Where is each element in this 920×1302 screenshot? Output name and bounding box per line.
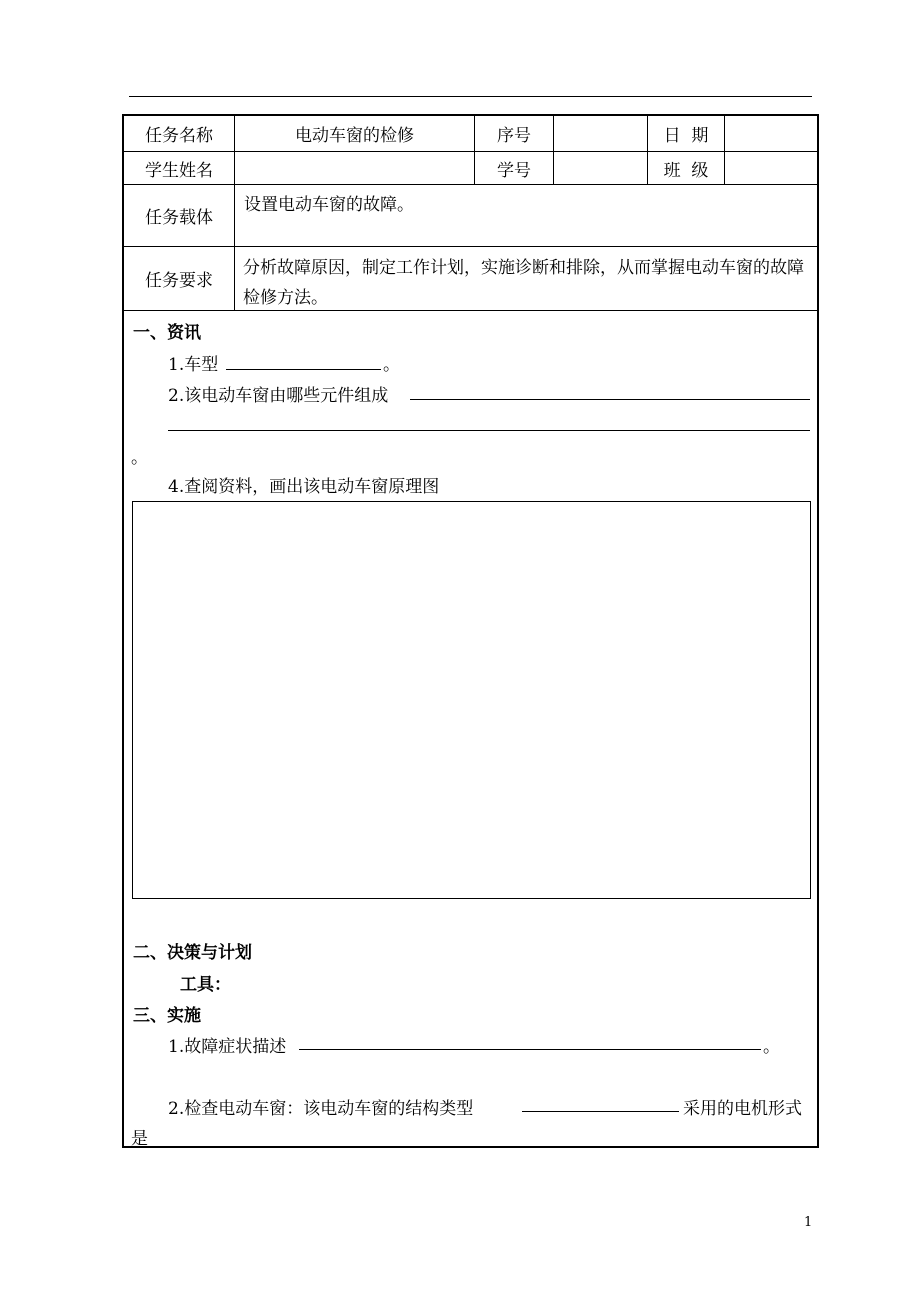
page-number: 1 (804, 1215, 813, 1230)
q2-end-mark: 。 (131, 448, 148, 468)
task-name-value: 电动车窗的检修 (295, 126, 414, 146)
section1-title: 一、资讯 (133, 323, 201, 343)
section2-title: 二、决策与计划 (133, 943, 252, 963)
inspection-label: 2.检查电动车窗：该电动车窗的结构类型 (168, 1099, 474, 1119)
q1-label: 1.车型 (168, 355, 219, 375)
student-name-label: 学生姓名 (145, 160, 213, 181)
requirement-label: 任务要求 (145, 271, 213, 291)
structure-type-blank[interactable] (522, 1111, 679, 1112)
class-label: 班 级 (663, 160, 709, 181)
q1-suffix: 。 (383, 355, 400, 375)
components-blank-line1[interactable] (410, 399, 810, 400)
symptom-blank[interactable] (299, 1049, 761, 1050)
student-id-field[interactable] (554, 152, 647, 184)
date-label: 日 期 (663, 126, 709, 146)
symptom-label: 1.故障症状描述 (168, 1037, 287, 1057)
header-rule (129, 96, 812, 97)
tools-label: 工具： (180, 975, 231, 995)
task-name-label: 任务名称 (145, 126, 213, 146)
q2-label: 2.该电动车窗由哪些元件组成 (168, 386, 389, 406)
carrier-text: 设置电动车窗的故障。 (244, 195, 414, 215)
student-id-label: 学号 (497, 160, 531, 181)
motor-type-continuation: 是 (131, 1129, 148, 1149)
symptom-suffix: 。 (763, 1037, 780, 1057)
carrier-label: 任务载体 (145, 208, 213, 228)
student-name-field[interactable] (235, 152, 474, 184)
components-blank-line2[interactable] (168, 430, 810, 431)
schematic-drawing-area[interactable] (132, 501, 811, 899)
seq-label: 序号 (497, 126, 531, 146)
seq-field[interactable] (554, 116, 647, 151)
q4-label: 4.查阅资料，画出该电动车窗原理图 (168, 477, 440, 497)
requirement-text: 分析故障原因，制定工作计划，实施诊断和排除，从而掌握电动车窗的故障检修方法。 (243, 258, 804, 308)
class-field[interactable] (725, 152, 817, 184)
date-field[interactable] (725, 116, 817, 151)
section3-title: 三、实施 (133, 1006, 201, 1026)
vehicle-model-blank[interactable] (226, 369, 381, 370)
motor-type-label: 采用的电机形式 (683, 1099, 802, 1119)
